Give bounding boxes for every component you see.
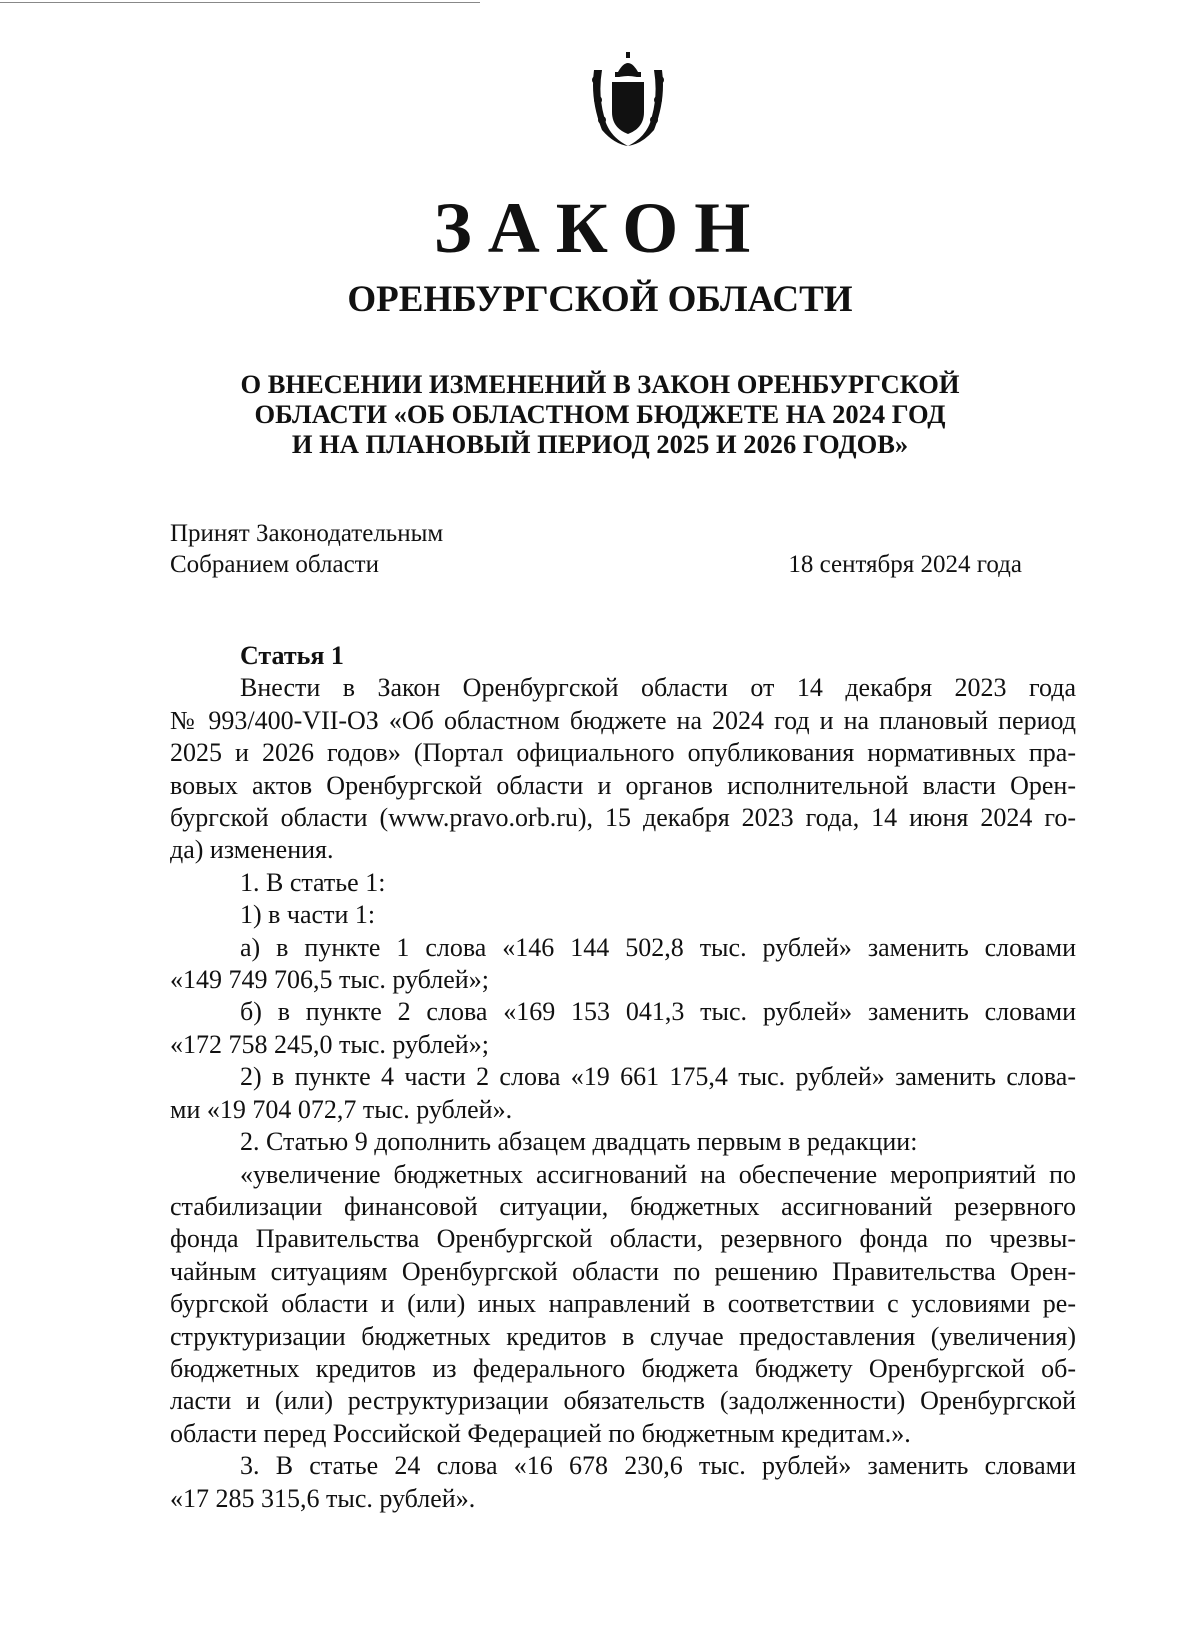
paragraph-line: 2025 и 2026 годов» (Портал официального опубликования нормативных пра- — [170, 738, 1076, 768]
paragraph-line: бургской области (www.pravo.orb.ru), 15 декабря 2023 года, 14 июня 2024 го- — [170, 803, 1076, 833]
region-heading: ОРЕНБУРГСКОЙ ОБЛАСТИ — [347, 279, 853, 320]
coat-of-arms-emblem — [588, 50, 668, 150]
scan-artifact-line — [0, 2, 480, 3]
paragraph — [170, 1450, 1076, 1515]
paragraph-line: «17 285 315,6 тыс. рублей». — [170, 1483, 476, 1513]
paragraph-line: «149 749 706,5 тыс. рублей»; — [170, 965, 489, 995]
paragraph-line: Внести в Закон Оренбургской области от 14 декабря 2023 года — [240, 673, 1076, 703]
document-type: ЗАКОН — [433, 188, 767, 268]
article-heading: Статья 1 — [240, 641, 344, 670]
paragraph-line: структуризации бюджетных кредитов в случае предоставления (увеличения) — [170, 1321, 1076, 1351]
paragraph-line: вовых актов Оренбургской области и органов исполнительной власти Орен- — [170, 770, 1076, 800]
paragraph — [170, 1061, 1076, 1126]
law-title — [0, 369, 1200, 459]
paragraph-line: фонда Правительства Оренбургской области, резервного фонда по чрезвы- — [170, 1224, 1076, 1254]
paragraph — [170, 867, 1076, 899]
paragraph — [170, 672, 1076, 866]
adoption-line: Собранием области — [170, 551, 379, 578]
paragraph-line: ласти и (или) реструктуризации обязательств (задолженности) Оренбургской — [170, 1386, 1076, 1416]
paragraph-line: да) изменения. — [170, 835, 334, 865]
adoption-date: 18 сентября 2024 года — [788, 551, 1022, 578]
paragraph-line: б) в пункте 2 слова «169 153 041,3 тыс. рублей» заменить словами — [240, 997, 1076, 1027]
adoption-line: Принят Законодательным — [170, 520, 444, 547]
paragraph — [170, 1159, 1076, 1451]
paragraph-line: чайным ситуациям Оренбургской области по решению Правительства Орен- — [170, 1256, 1076, 1286]
paragraph-line: области перед Российской Федерацией по бюджетным кредитам.». — [170, 1418, 911, 1448]
paragraph — [170, 1126, 1076, 1158]
paragraph-line: бюджетных кредитов из федерального бюджета бюджету Оренбургской об- — [170, 1353, 1076, 1383]
law-title-line: ОБЛАСТИ «ОБ ОБЛАСТНОМ БЮДЖЕТЕ НА 2024 ГОД — [254, 399, 946, 429]
paragraph — [170, 932, 1076, 997]
article-body — [170, 640, 1076, 1515]
paragraph — [170, 899, 1076, 931]
article-paragraphs — [170, 672, 1076, 1515]
paragraph-line: 2. Статью 9 дополнить абзацем двадцать первым в редакции: — [240, 1127, 918, 1157]
law-title-line: О ВНЕСЕНИИ ИЗМЕНЕНИЙ В ЗАКОН ОРЕНБУРГСКОЙ — [240, 369, 960, 399]
paragraph-line: стабилизации финансовой ситуации, бюджетных ассигнований резервного — [170, 1191, 1076, 1221]
law-title-line: И НА ПЛАНОВЫЙ ПЕРИОД 2025 И 2026 ГОДОВ» — [291, 429, 909, 459]
paragraph-line: 1. В статье 1: — [240, 867, 386, 897]
adoption-body — [170, 518, 443, 580]
paragraph-line: 1) в части 1: — [240, 900, 376, 930]
paragraph-line: «172 758 245,0 тыс. рублей»; — [170, 1029, 489, 1059]
paragraph-line: бургской области и (или) иных направлений в соответствии с условиями ре- — [170, 1289, 1076, 1319]
paragraph-line: № 993/400-VII-ОЗ «Об областном бюджете на 2024 год и на плановый период — [170, 705, 1076, 735]
paragraph — [170, 996, 1076, 1061]
paragraph-line: ми «19 704 072,7 тыс. рублей». — [170, 1094, 513, 1124]
paragraph-line: а) в пункте 1 слова «146 144 502,8 тыс. рублей» заменить словами — [240, 932, 1076, 962]
paragraph-line: «увеличение бюджетных ассигнований на обеспечение мероприятий по — [240, 1159, 1076, 1189]
paragraph-line: 2) в пункте 4 части 2 слова «19 661 175,4 тыс. рублей» заменить слова- — [240, 1062, 1076, 1092]
paragraph-line: 3. В статье 24 слова «16 678 230,6 тыс. рублей» заменить словами — [240, 1451, 1076, 1481]
